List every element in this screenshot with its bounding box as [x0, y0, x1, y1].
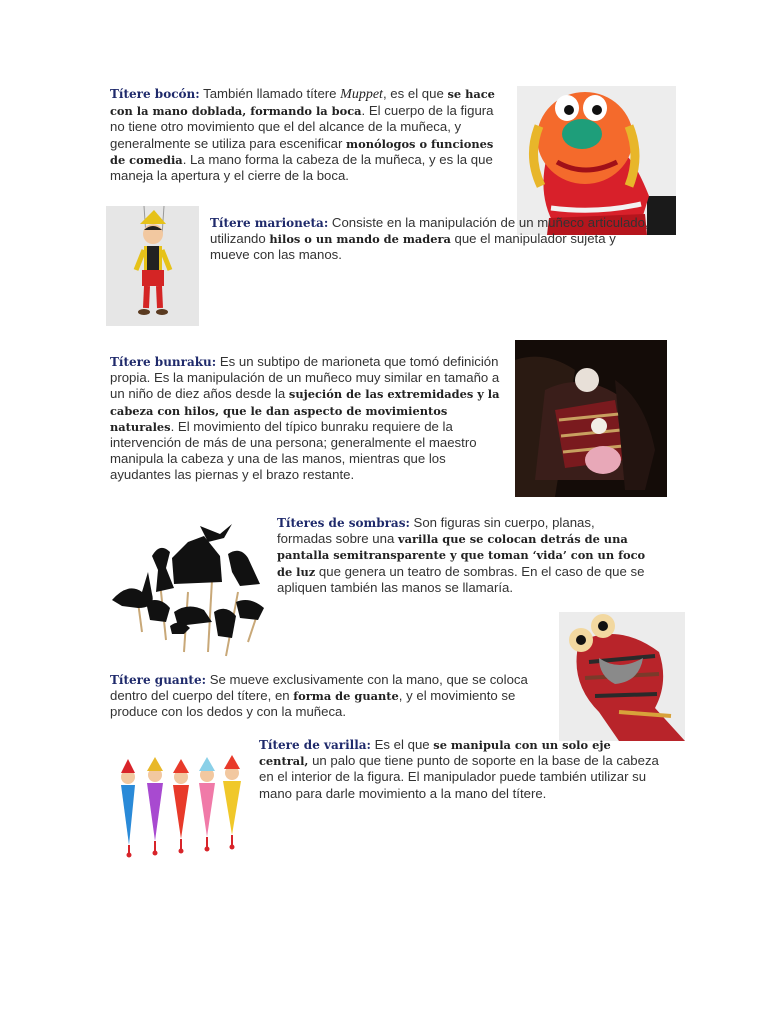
- term-sombras: Títeres de sombras:: [277, 516, 410, 530]
- term-bocon: Títere bocón:: [110, 87, 200, 101]
- image-muppet-puppet: [517, 86, 676, 235]
- term-bunraku: Títere bunraku:: [110, 355, 217, 369]
- paragraph-bunraku: Títere bunraku: Es un subtipo de marioneta que tomó definición propia. Es la manipulación de un muñeco muy similar en tamaño a un niño de diez años desde la sujeción de las extremidades y la cabeza con hilos, que le dan aspecto de movimientos naturales. El movimiento del típico bunraku requiere de la intervención de más de una persona; generalmente el maestro manipula la cabeza y una de las manos, mientras que los ayudantes las piernas y el brazo restante.: [110, 354, 500, 483]
- paragraph-bocon: Títere bocón: También llamado títere Muppet, es el que se hace con la mano doblada, formando la boca. El cuerpo de la figura no tiene otro movimiento que el del alcance de la muñeca, y generalmente se utiliza para escenificar monólogos o funciones de comedia. La mano forma la cabeza de la muñeca, y es la que maneja la apertura y el cierre de la boca.: [110, 86, 495, 184]
- image-sock-puppet: [559, 612, 685, 741]
- muppet-word: Muppet: [340, 87, 383, 102]
- term-guante: Títere guante:: [110, 673, 207, 687]
- image-rod-puppets: [113, 755, 249, 859]
- paragraph-guante: Títere guante: Se mueve exclusivamente con la mano, que se coloca dentro del cuerpo del títere, en forma de guante, y el movimiento se produce con los dedos y con la muñeca.: [110, 672, 528, 720]
- paragraph-sombras: Títeres de sombras: Son figuras sin cuerpo, planas, formadas sobre una varilla que se colocan detrás de una pantalla semitransparente y que toman ‘vida’ con un foco de luz que genera un teatro de sombras. En el caso de que se apliquen también las manos se llamaría.: [277, 515, 646, 595]
- term-varilla: Títere de varilla:: [259, 738, 371, 752]
- image-bunraku-performance: [515, 340, 667, 497]
- paragraph-marioneta: Títere marioneta: Consiste en la manipulación de un muñeco articulado, utilizando hilos o un mando de madera que el manipulador sujeta y mueve con las manos.: [210, 215, 649, 263]
- term-marioneta: Títere marioneta:: [210, 216, 329, 230]
- image-shadow-puppets: [108, 522, 273, 660]
- image-marionette-puppet: [106, 206, 199, 326]
- paragraph-varilla: Títere de varilla: Es el que se manipula con un solo eje central, un palo que tiene punto de soporte en la base de la cabeza en el interior de la figura. El manipulador puede también utilizar su mano para darle movimiento a la mano del títere.: [259, 737, 659, 801]
